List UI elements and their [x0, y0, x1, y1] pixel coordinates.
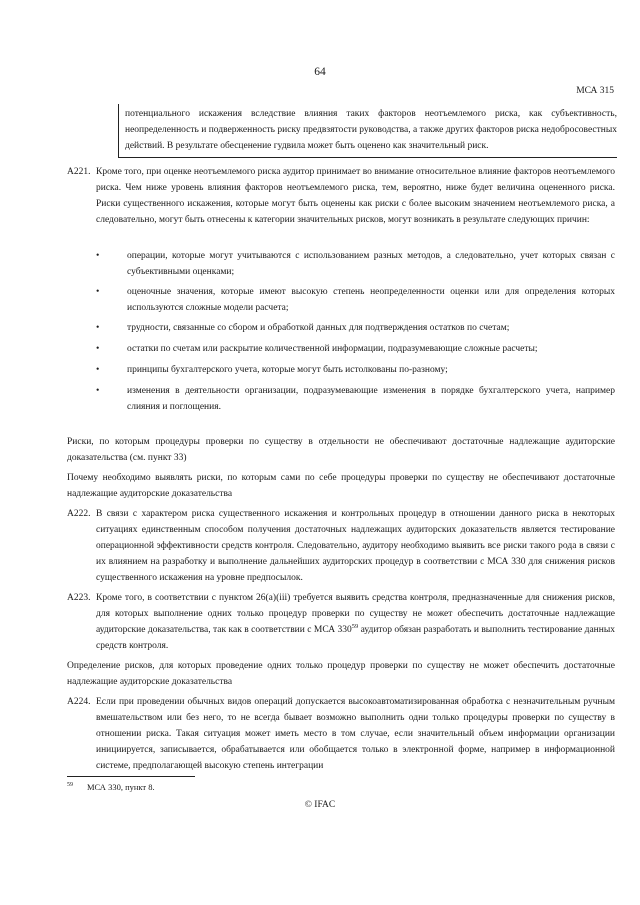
bullet-dot: • — [96, 344, 100, 354]
page-footer: © IFAC — [304, 800, 336, 810]
paragraph-number: A221. — [67, 167, 91, 177]
paragraph-a223 — [67, 590, 615, 654]
footnote-reference: 59 — [351, 622, 359, 630]
boxed-continuation-text: потенциального искажения вследствие влияния таких факторов неотъемлемого риска, как субъективность, неопределенность и подверженность риску предвзятости руководства, а также других факторов риска недобросовестных действий. В результате обесценение гудвила может быть оценено как значительный риск. — [118, 104, 617, 158]
paragraph-number: A222. — [67, 509, 91, 519]
paragraph-text: Кроме того, при оценке неотъемлемого риска аудитор принимает во внимание относительное влияние факторов неотъемлемого риска. Чем ниже уровень влияния факторов неотъемлемого риска, тем, вероятно, ниже будет величина оцененного риска. Риски существенного искажения, которые могут быть оценены как риски с более высоким значением неотъемлемого риска, а следовательно, могут быть отнесены к категории значительных рисков, могут возникать в результате следующих причин: — [96, 167, 615, 225]
bullet-dot: • — [96, 386, 100, 396]
footnote-divider — [67, 776, 195, 777]
paragraph-text: В связи с характером риска существенного искажения и контрольных процедур в отношении данного риска в некоторых ситуациях единственным способом получения достаточных надлежащих аудиторских доказательств является тестирование операционной эффективности средств контроля. Следовательно, аудитору необходимо выявить все риски такого рода в связи с их влиянием на разработку и выполнение дальнейших аудиторских процедур в соответствии с МСА 330 для снижения рисков существенного искажения на уровне предпосылок. — [96, 509, 615, 583]
section-heading: Риски, по которым процедуры проверки по существу в отдельности не обеспечивают достаточные надлежащие аудиторские доказательства (см. пункт 33) — [67, 437, 615, 463]
bullet-item — [96, 362, 615, 378]
paragraph-a222 — [67, 506, 615, 586]
bullet-dot: • — [96, 365, 100, 375]
bullet-item — [96, 383, 615, 415]
bullet-item — [96, 341, 615, 357]
paragraph-number: A223. — [67, 593, 91, 603]
footnote-marker: 59 — [67, 782, 73, 789]
bullet-text: принципы бухгалтерского учета, которые могут быть истолкованы по-разному; — [127, 365, 448, 375]
bullet-item — [96, 284, 615, 316]
bullet-item — [96, 320, 615, 336]
paragraph-number: A224. — [67, 697, 91, 707]
bullet-text: изменения в деятельности организации, подразумевающие изменения в порядке бухгалтерского учета, например слияния и поглощения. — [127, 386, 615, 412]
bullet-text: оценочные значения, которые имеют высокую степень неопределенности оценки или для определения которых используются сложные модели расчета; — [127, 287, 615, 313]
bullet-dot: • — [96, 323, 100, 333]
footnote-text: МСА 330, пункт 8. — [87, 782, 155, 792]
bullet-dot: • — [96, 251, 100, 261]
bullet-text: трудности, связанные со сбором и обработкой данных для подтверждения остатков по счетам; — [127, 323, 510, 333]
bullet-text: операции, которые могут учитываются с использованием разных методов, а следовательно, учет которых связан с субъективными оценками; — [127, 251, 615, 277]
subsection-heading: Определение рисков, для которых проведение одних только процедур проверки по существу не может обеспечить достаточные надлежащие аудиторские доказательства — [67, 661, 615, 687]
subsection-heading: Почему необходимо выявлять риски, по которым сами по себе процедуры проверки по существу не обеспечивают достаточные надлежащие аудиторские доказательства — [67, 473, 615, 499]
paragraph-a224 — [67, 694, 615, 774]
bullet-text: остатки по счетам или раскрытие количественной информации, подразумевающие сложные расчеты; — [127, 344, 538, 354]
standard-label: МСА 315 — [576, 86, 614, 96]
paragraph-text: Кроме того, в соответствии с пунктом 26(a)(iii) требуется выявить средства контроля, предназначенные для снижения рисков, для которых выполнение одних только процедур проверки по существу не может обеспечить достаточные надлежащие аудиторские доказательства, так как в соответствии с МСА 330 — [96, 593, 615, 635]
paragraph-a221 — [67, 164, 615, 228]
page-number: 64 — [314, 66, 326, 78]
paragraph-text-continued: аудитор обязан разработать и выполнить тестирование данных средств контроля. — [96, 625, 615, 651]
bullet-dot: • — [96, 287, 100, 297]
paragraph-text: Если при проведении обычных видов операций допускается высокоавтоматизированная обработка с незначительным ручным вмешательством или без него, то не всегда бывает возможно выполнить одни только процедуры проверки по существу в отношении риска. Такая ситуация может иметь место в том случае, если значительный объем информации организации инициируется, записывается, обрабатывается или обобщается только в электронной форме, например в информационной системе, предполагающей высокую степень интеграции — [96, 697, 615, 771]
footnote — [67, 782, 155, 792]
bullet-item — [96, 248, 615, 280]
